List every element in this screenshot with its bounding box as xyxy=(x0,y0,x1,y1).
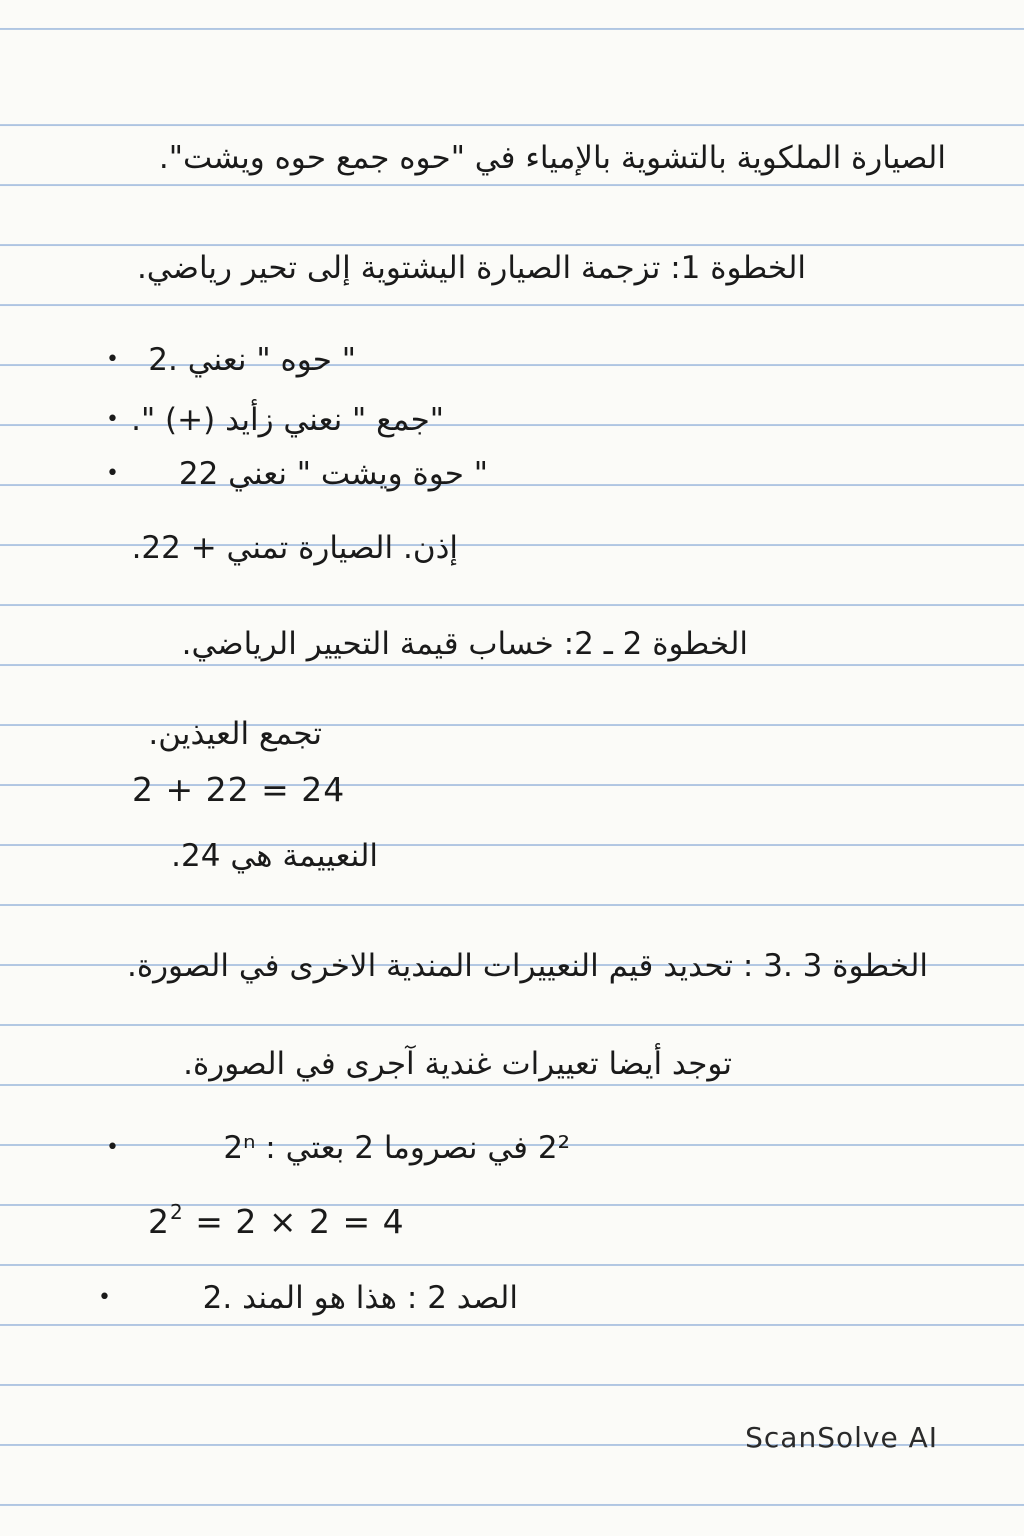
equation-exponent: 2 xyxy=(170,1200,184,1224)
step1-conclusion: إذن. الصيارة تمني + 22. xyxy=(131,530,458,566)
step3-equation xyxy=(148,1202,405,1242)
bullet-dot: • xyxy=(106,407,119,432)
step2-heading: الخطوة 2 ـ 2: خساب قيمة التحيير الرياضي. xyxy=(181,626,748,662)
step2-intro: تجمع العيذين. xyxy=(148,716,322,752)
step3-bullet-1: 2² في نصروما 2 بعتي : 2ⁿ xyxy=(223,1130,570,1166)
problem-statement: الصيارة الملكوية بالتشوية بالإمياء في "حوه جمع حوه ويشت". xyxy=(158,140,946,176)
step3-bullet-2: الصد 2 : هذا هو المند .2 xyxy=(202,1280,518,1316)
step1-bullet-3: " حوة ويشت " نعني 22 xyxy=(178,456,488,492)
step3-intro: توجد أيضا تعييرات غندية آجرى في الصورة. xyxy=(183,1046,732,1082)
step1-bullet-2: "جمع " نعني زأيد (+) ". xyxy=(131,402,444,438)
step2-equation: 2 + 22 = 24 xyxy=(132,770,346,809)
bullet-dot: • xyxy=(106,1135,119,1160)
equation-rest: = 2 × 2 = 4 xyxy=(183,1202,405,1241)
step2-result: النعييمة هي 24. xyxy=(171,838,378,874)
step3-heading: الخطوة 3 .3 : تحديد قيم النعييرات المندية الاخرى في الصورة. xyxy=(126,948,928,984)
scansolve-watermark: ScanSolve AI xyxy=(745,1421,938,1454)
bullet-dot: • xyxy=(98,1285,111,1310)
equation-base: 2 xyxy=(148,1202,170,1241)
step1-heading: الخطوة 1: تزجمة الصيارة اليشتوية إلى تحير رياضي. xyxy=(136,250,806,286)
bullet-dot: • xyxy=(106,461,119,486)
bullet-dot: • xyxy=(106,347,119,372)
step1-bullet-1: " حوه " نعني .2 xyxy=(148,342,356,378)
